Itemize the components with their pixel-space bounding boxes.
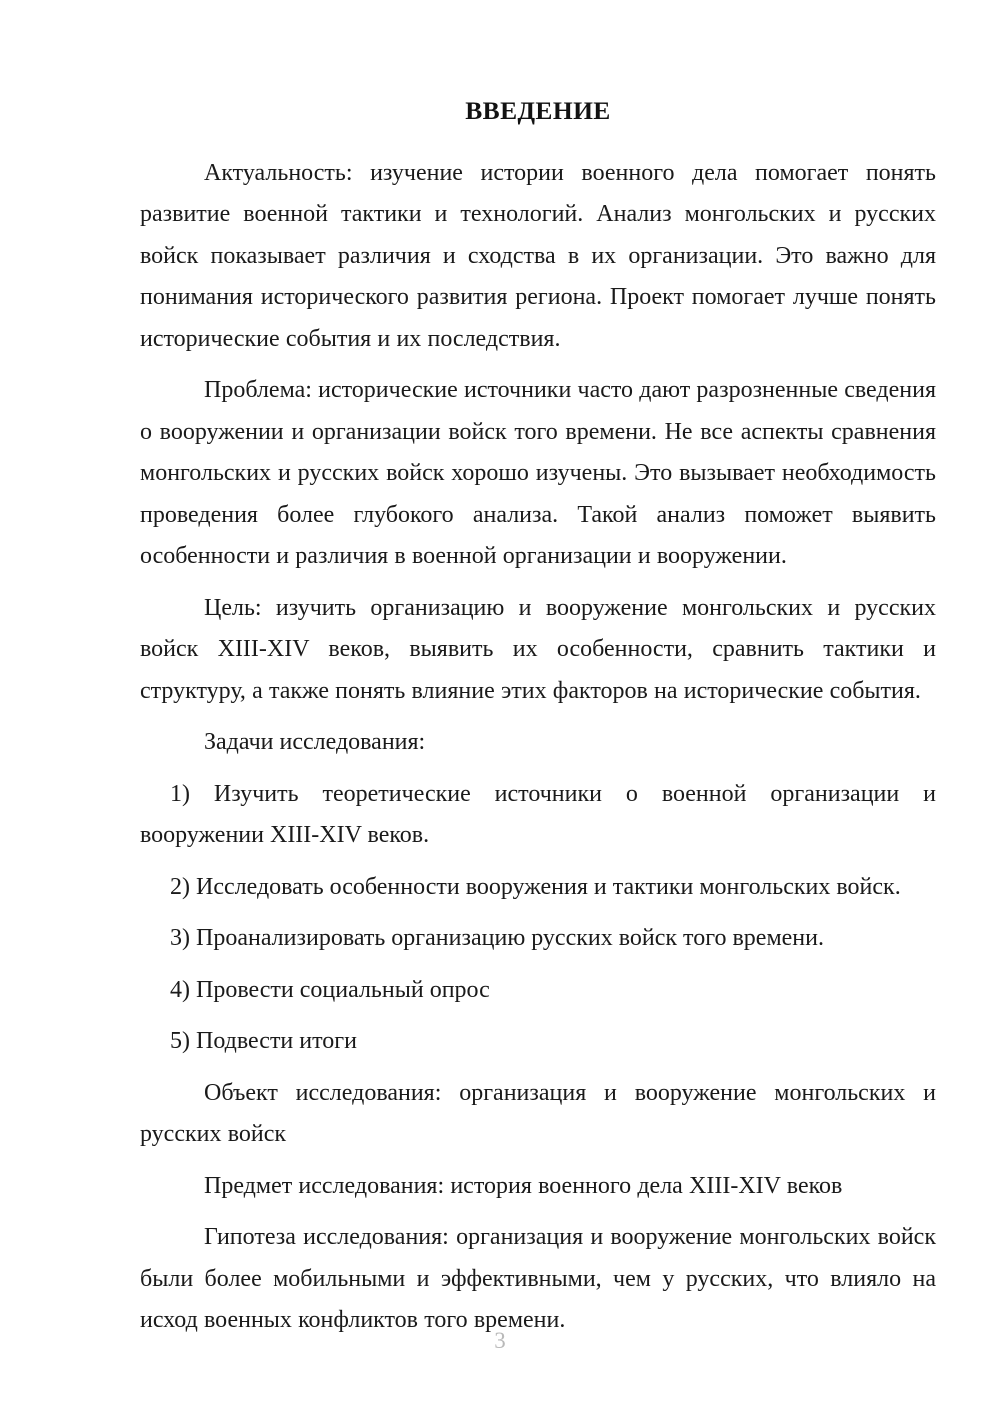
paragraph-subject: Предмет исследования: история военного дела XIII-XIV веков bbox=[204, 1172, 843, 1199]
page-number: 3 bbox=[494, 1328, 506, 1353]
paragraph-object: Объект исследования: организация и вооружение монгольских и русских войск bbox=[140, 1079, 936, 1148]
paragraph-goal: Цель: изучить организацию и вооружение монгольских и русских войск XIII-XIV веков, выявить их особенности, сравнить тактики и структуру, а также понять влияние этих факторов на исторические события. bbox=[140, 594, 936, 704]
list-item: 4) Провести социальный опрос bbox=[170, 976, 490, 1003]
list-item: 3) Проанализировать организацию русских войск того времени. bbox=[170, 925, 824, 952]
tasks-heading: Задачи исследования: bbox=[204, 729, 426, 756]
list-item: 5) Подвести итоги bbox=[170, 1028, 357, 1055]
paragraph-hypothesis: Гипотеза исследования: организация и вооружение монгольских войск были более мобильными и эффективными, чем у русских, что влияло на исход военных конфликтов того времени. bbox=[140, 1224, 936, 1334]
page-content bbox=[140, 0, 936, 1342]
list-item: 2) Исследовать особенности вооружения и тактики монгольских войск. bbox=[170, 873, 901, 900]
document-body bbox=[140, 153, 936, 1342]
paragraph-relevance: Актуальность: изучение истории военного дела помогает понять развитие военной тактики и технологий. Анализ монгольских и русских войск показывает различия и сходства в их организации. Это важно для понимания исторического развития региона. Проект помогает лучше понять исторические события и их последствия. bbox=[140, 159, 936, 352]
list-item: 1) Изучить теоретические источники о военной организации и вооружении XIII-XIV веков. bbox=[140, 780, 936, 849]
paragraph-problem: Проблема: исторические источники часто дают разрозненные сведения о вооружении и организации войск того времени. Не все аспекты сравнения монгольских и русских войск хорошо изучены. Это вызывает необходимость проведения более глубокого анализа. Такой анализ поможет выявить особенности и различия в военной организации и вооружении. bbox=[140, 377, 936, 570]
page-title: ВВЕДЕНИЕ bbox=[465, 96, 611, 125]
